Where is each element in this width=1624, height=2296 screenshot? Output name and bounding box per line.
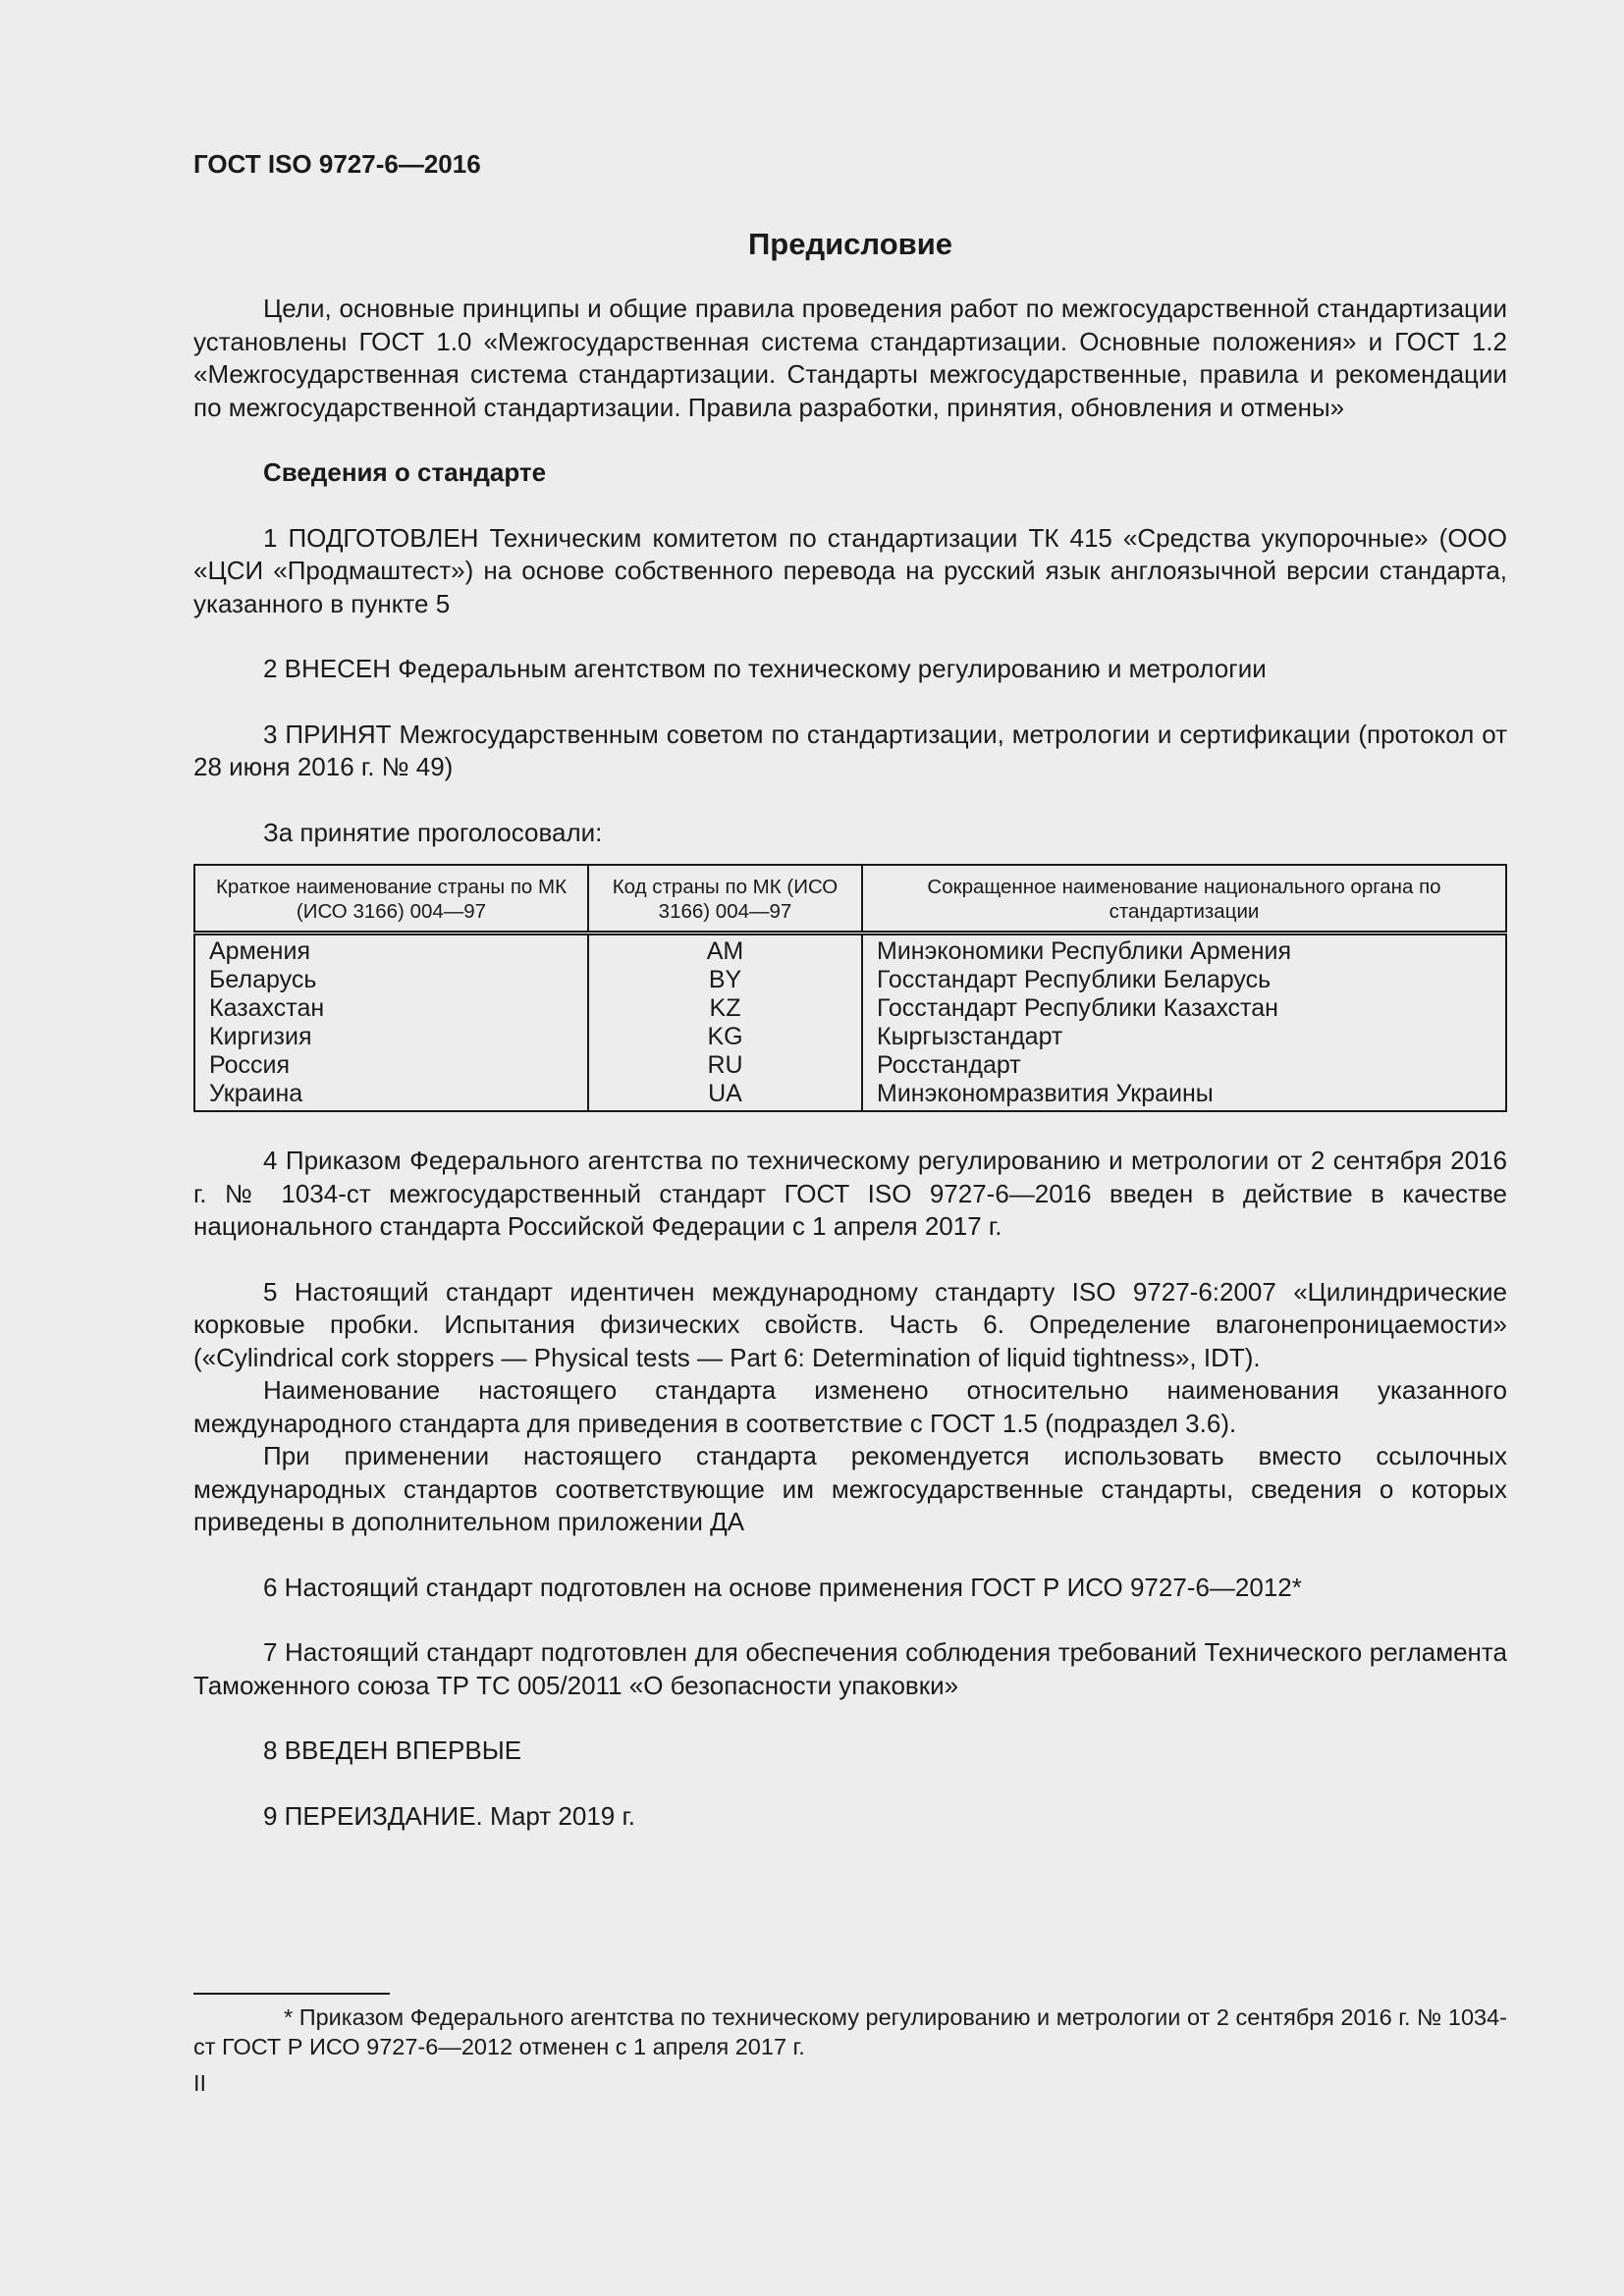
country-cell: Россия — [194, 1051, 588, 1080]
item-5-paragraph: 5 Настоящий стандарт идентичен международному стандарту ISO 9727-6:2007 «Цилиндрические корковые пробки. Испытания физических свойств. Часть 6. Определение влагонепроницаемости» («Cylindrical cork stoppers — Physical tests — Part 6: Determination of liquid tightness», IDT). — [193, 1276, 1507, 1372]
table-header-row — [194, 865, 1506, 934]
header-code: Код страны по МК (ИСО 3166) 004—97 — [588, 865, 862, 934]
item-4-paragraph: 4 Приказом Федерального агентства по техническому регулированию и метрологии от 2 сентября 2016 г. № 1034-ст межгосударственный стандарт ГОСТ ISO 9727-6—2016 введен в действие в качестве национального стандарта Российской Федерации с 1 апреля 2017 г. — [193, 1146, 1507, 1241]
table-row — [194, 966, 1506, 994]
table-row — [194, 1051, 1506, 1080]
item-3-paragraph: 3 ПРИНЯТ Межгосударственным советом по стандартизации, метрологии и сертификации (протокол от 28 июня 2016 г. № 49) — [193, 719, 1507, 781]
country-cell: Киргизия — [194, 1023, 588, 1051]
item-6-paragraph: 6 Настоящий стандарт подготовлен на основе применения ГОСТ Р ИСО 9727-6—2012* — [263, 1572, 1302, 1602]
page-title: Предисловие — [747, 227, 952, 261]
table-row — [194, 994, 1506, 1023]
item-7-paragraph: 7 Настоящий стандарт подготовлен для обеспечения соблюдения требований Технического регламента Таможенного союза ТР ТС 005/2011 «О безопасности упаковки» — [193, 1637, 1507, 1700]
intro-paragraph: Цели, основные принципы и общие правила проведения работ по межгосударственной стандартизации установлены ГОСТ 1.0 «Межгосударственная система стандартизации. Основные положения» и ГОСТ 1.2 «Межгосударственная система стандартизации. Стандарты межгосударственные, правила и рекомендации по межгосударственной стандартизации. Правила разработки, принятия, обновления и отмены» — [193, 294, 1507, 422]
country-cell: Армения — [194, 934, 588, 967]
table-row — [194, 1080, 1506, 1111]
item-9-paragraph: 9 ПЕРЕИЗДАНИЕ. Март 2019 г. — [263, 1800, 636, 1831]
country-cell: Украина — [194, 1080, 588, 1111]
item-5-note-title: Наименование настоящего стандарта изменено относительно наименования указанного международного стандарта для приведения в соответствие с ГОСТ 1.5 (подраздел 3.6). — [193, 1375, 1507, 1438]
code-cell: RU — [588, 1051, 862, 1080]
page-number: II — [193, 2070, 207, 2096]
body-cell: Росстандарт — [877, 1051, 1021, 1079]
voting-countries-table — [193, 864, 1507, 1112]
standard-info-heading: Сведения о стандарте — [263, 457, 547, 487]
body-cell: Госстандарт Республики Казахстан — [877, 994, 1278, 1022]
code-cell: BY — [588, 966, 862, 994]
footnote: * Приказом Федерального агентства по техническому регулированию и метрологии от 2 сентября 2016 г. № 1034-ст ГОСТ Р ИСО 9727-6—2012 отменен с 1 апреля 2017 г. — [193, 2004, 1507, 2059]
voting-label: За принятие проголосовали: — [263, 817, 603, 847]
body-cell: Минэкономики Республики Армения — [877, 937, 1292, 965]
body-cell: Кыргызстандарт — [877, 1023, 1063, 1050]
item-8-paragraph: 8 ВВЕДЕН ВПЕРВЫЕ — [263, 1735, 522, 1765]
table-row — [194, 1023, 1506, 1051]
item-1-paragraph: 1 ПОДГОТОВЛЕН Техническим комитетом по стандартизации ТК 415 «Средства укупорочные» (ООО «ЦСИ «Продмаштест») на основе собственного перевода на русский язык англоязычной версии стандарта, указанного в пункте 5 — [193, 522, 1507, 618]
body-cell: Госстандарт Республики Беларусь — [877, 966, 1272, 993]
code-cell: UA — [588, 1080, 862, 1111]
code-cell: KG — [588, 1023, 862, 1051]
code-cell: KZ — [588, 994, 862, 1023]
code-cell: AM — [588, 934, 862, 967]
item-2-paragraph: 2 ВНЕСЕН Федеральным агентством по техническому регулированию и метрологии — [263, 654, 1267, 683]
table-row — [194, 934, 1506, 967]
header-national-body: Сокращенное наименование национального органа по стандартизации — [862, 865, 1506, 934]
footnote-separator — [193, 1993, 390, 1995]
country-cell: Казахстан — [194, 994, 588, 1023]
country-cell: Беларусь — [194, 966, 588, 994]
document-code-header: ГОСТ ISO 9727-6—2016 — [193, 149, 481, 179]
body-cell: Минэкономразвития Украины — [877, 1080, 1214, 1107]
header-country: Краткое наименование страны по МК (ИСО 3166) 004—97 — [194, 865, 588, 934]
document-page — [193, 147, 1507, 1833]
item-5-note-references: При применении настоящего стандарта рекомендуется использовать вместо ссылочных международных стандартов соответствующие им межгосударственные стандарты, сведения о которых приведены в дополнительном приложении ДА — [193, 1441, 1507, 1536]
